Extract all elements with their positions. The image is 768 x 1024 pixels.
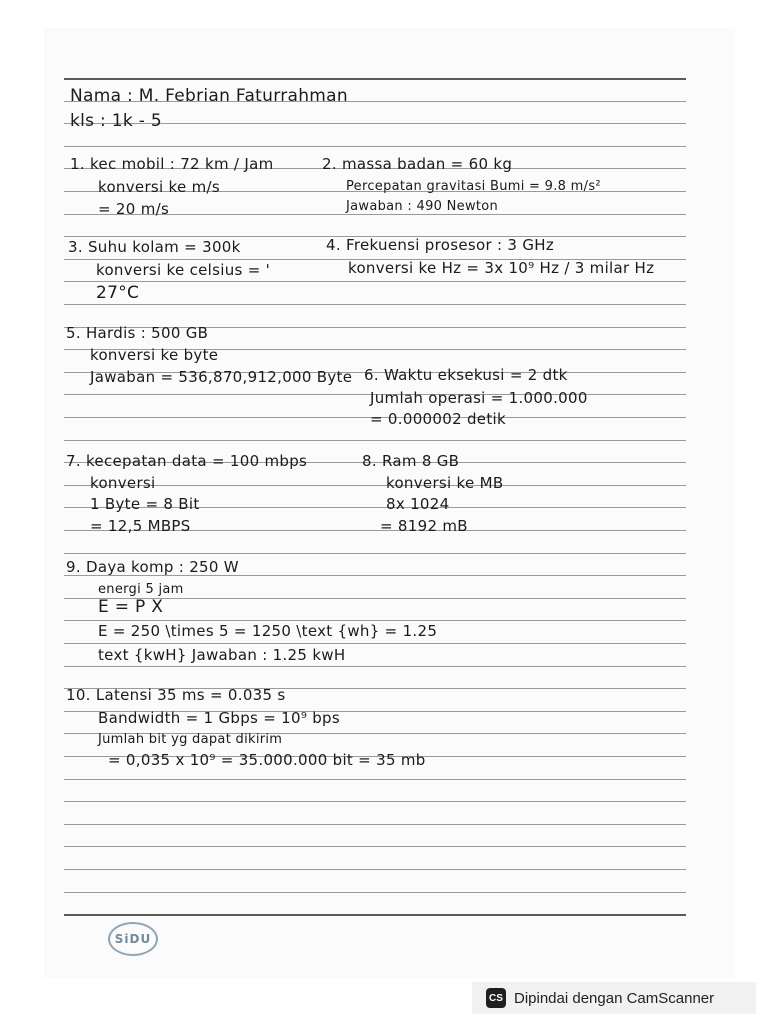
student-name: Nama : M. Febrian Faturrahman	[70, 86, 348, 106]
ruled-line	[64, 801, 686, 802]
ruled-line	[64, 78, 686, 80]
q4-line-2: konversi ke Hz = 3x 10⁹ Hz / 3 milar Hz	[348, 259, 655, 277]
camscanner-watermark	[472, 982, 756, 1014]
q10-line-3: Jumlah bit yg dapat dikirim	[98, 732, 283, 747]
ruled-line	[64, 281, 686, 282]
q6-line-1: 6. Waktu eksekusi = 2 dtk	[364, 366, 568, 384]
sidu-logo: SiDU	[108, 922, 158, 956]
camscanner-icon: CS	[486, 988, 506, 1008]
q6-line-3: = 0.000002 detik	[370, 410, 506, 428]
q1-line-3: = 20 m/s	[98, 200, 170, 218]
q2-line-3: Jawaban : 490 Newton	[346, 199, 499, 214]
ruled-line	[64, 553, 686, 554]
q9-line-5: text {kwH} Jawaban : 1.25 kwH	[98, 646, 346, 664]
ruled-line	[64, 914, 686, 916]
q9-line-1: 9. Daya komp : 250 W	[66, 558, 239, 576]
q3-line-2: konversi ke celsius = '	[96, 261, 271, 279]
q2-line-1: 2. massa badan = 60 kg	[322, 155, 513, 173]
ruled-line	[64, 869, 686, 870]
student-class: kls : 1k - 5	[70, 111, 162, 131]
q5-line-1: 5. Hardis : 500 GB	[66, 324, 209, 342]
q2-line-2: Percepatan gravitasi Bumi = 9.8 m/s²	[346, 179, 601, 194]
q7-line-3: 1 Byte = 8 Bit	[90, 495, 200, 513]
q9-line-2: energi 5 jam	[98, 582, 184, 597]
q10-line-1: 10. Latensi 35 ms = 0.035 s	[66, 686, 286, 704]
ruled-line	[64, 666, 686, 667]
q10-line-4: = 0,035 x 10⁹ = 35.000.000 bit = 35 mb	[108, 751, 426, 769]
camscanner-text: Dipindai dengan CamScanner	[514, 989, 715, 1007]
q1-line-1: 1. kec mobil : 72 km / Jam	[70, 155, 274, 173]
ruled-line	[64, 146, 686, 147]
q1-line-2: konversi ke m/s	[98, 178, 220, 196]
ruled-line	[64, 620, 686, 621]
q8-line-3: 8x 1024	[386, 495, 450, 513]
q3-line-3: 27°C	[96, 283, 140, 303]
ruled-line	[64, 846, 686, 847]
ruled-line	[64, 440, 686, 441]
ruled-line	[64, 304, 686, 305]
q9-line-3: E = P X	[98, 597, 164, 617]
ruled-line	[64, 892, 686, 893]
q6-line-2: Jumlah operasi = 1.000.000	[370, 389, 588, 407]
q7-line-4: = 12,5 MBPS	[90, 517, 191, 535]
q9-line-4: E = 250 \times 5 = 1250 \text {wh} = 1.25	[98, 622, 438, 640]
q7-line-1: 7. kecepatan data = 100 mbps	[66, 452, 308, 470]
q10-line-2: Bandwidth = 1 Gbps = 10⁹ bps	[98, 709, 340, 727]
q7-line-2: konversi	[90, 474, 156, 492]
q5-line-2: konversi ke byte	[90, 346, 219, 364]
ruled-line	[64, 824, 686, 825]
q8-line-1: 8. Ram 8 GB	[362, 452, 460, 470]
ruled-line	[64, 643, 686, 644]
q4-line-1: 4. Frekuensi prosesor : 3 GHz	[326, 236, 555, 254]
q3-line-1: 3. Suhu kolam = 300k	[68, 238, 241, 256]
ruled-line	[64, 779, 686, 780]
q8-line-2: konversi ke MB	[386, 474, 504, 492]
q5-line-3: Jawaban = 536,870,912,000 Byte	[90, 368, 353, 386]
ruled-line	[64, 485, 686, 486]
q8-line-4: = 8192 mB	[380, 517, 468, 535]
